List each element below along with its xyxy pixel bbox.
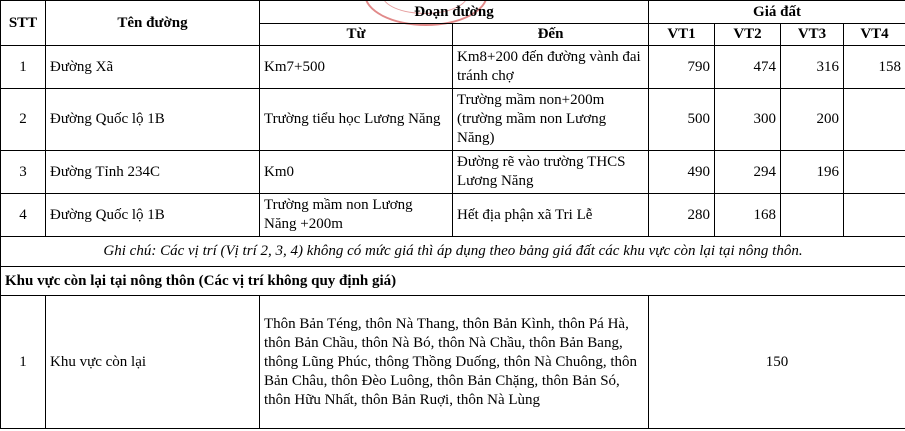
cell-stt: 1	[1, 46, 46, 89]
header-gia-dat: Giá đất	[649, 1, 905, 24]
cell-tu: Trường mầm non Lương Năng +200m	[260, 194, 453, 237]
cell-ten-duong: Đường Xã	[46, 46, 260, 89]
cell-price: 150	[649, 296, 905, 429]
cell-vt1: 490	[649, 151, 715, 194]
cell-den: Hết địa phận xã Tri Lễ	[453, 194, 649, 237]
section-title: Khu vực còn lại tại nông thôn (Các vị trí không quy định giá)	[1, 267, 905, 296]
cell-stt: 4	[1, 194, 46, 237]
cell-vt4: 158	[844, 46, 905, 89]
note-text: Ghi chú: Các vị trí (Vị trí 2, 3, 4) không có mức giá thì áp dụng theo bảng giá đất các khu vực còn lại tại nông thôn.	[1, 237, 905, 267]
header-den: Đến	[453, 24, 649, 46]
cell-vt3	[781, 194, 844, 237]
header-vt3: VT3	[781, 24, 844, 46]
cell-tu: Km7+500	[260, 46, 453, 89]
cell-den: Đường rẽ vào trường THCS Lương Năng	[453, 151, 649, 194]
table-row	[1, 151, 905, 194]
cell-vt3: 200	[781, 89, 844, 151]
cell-vt1: 500	[649, 89, 715, 151]
cell-vt1: 790	[649, 46, 715, 89]
table-row	[1, 89, 905, 151]
header-vt4: VT4	[844, 24, 905, 46]
cell-stt: 2	[1, 89, 46, 151]
cell-vt2: 294	[715, 151, 781, 194]
table-row	[1, 194, 905, 237]
header-vt1: VT1	[649, 24, 715, 46]
cell-vt4	[844, 151, 905, 194]
cell-stt: 3	[1, 151, 46, 194]
note-row	[1, 237, 905, 267]
header-row-1	[1, 1, 905, 24]
cell-ten-duong: Đường Quốc lộ 1B	[46, 89, 260, 151]
header-tu: Từ	[260, 24, 453, 46]
cell-vt4	[844, 89, 905, 151]
section-row	[1, 267, 905, 296]
cell-ten-duong: Khu vực còn lại	[46, 296, 260, 429]
table-row	[1, 46, 905, 89]
cell-vt2: 474	[715, 46, 781, 89]
cell-vt2: 168	[715, 194, 781, 237]
cell-ten-duong: Đường Tỉnh 234C	[46, 151, 260, 194]
cell-tu: Km0	[260, 151, 453, 194]
cell-village-list: Thôn Bản Téng, thôn Nà Thang, thôn Bản Kình, thôn Pá Hà, thôn Bản Chầu, thôn Nà Bó, thôn Nà Chầu, thôn Bản Bang, thông Lũng Phúc, thông Thồng Duống, thôn Nà Chuông, thôn Bản Châu, thôn Đèo Luông, thôn Bản Chặng, thôn Bản Só, thôn Hữu Nhất, thôn Bản Ruợi, thôn Nà Lùng	[260, 296, 649, 429]
table-row	[1, 296, 905, 429]
cell-stt: 1	[1, 296, 46, 429]
cell-vt2: 300	[715, 89, 781, 151]
cell-vt3: 316	[781, 46, 844, 89]
cell-vt4	[844, 194, 905, 237]
header-ten-duong: Tên đường	[46, 1, 260, 46]
cell-ten-duong: Đường Quốc lộ 1B	[46, 194, 260, 237]
cell-vt3: 196	[781, 151, 844, 194]
cell-den: Trường mầm non+200m (trường mầm non Lương Năng)	[453, 89, 649, 151]
cell-den: Km8+200 đến đường vành đai tránh chợ	[453, 46, 649, 89]
header-vt2: VT2	[715, 24, 781, 46]
header-doan-duong: Đoạn đường	[260, 1, 649, 24]
cell-vt1: 280	[649, 194, 715, 237]
header-stt: STT	[1, 1, 46, 46]
cell-tu: Trường tiểu học Lương Năng	[260, 89, 453, 151]
